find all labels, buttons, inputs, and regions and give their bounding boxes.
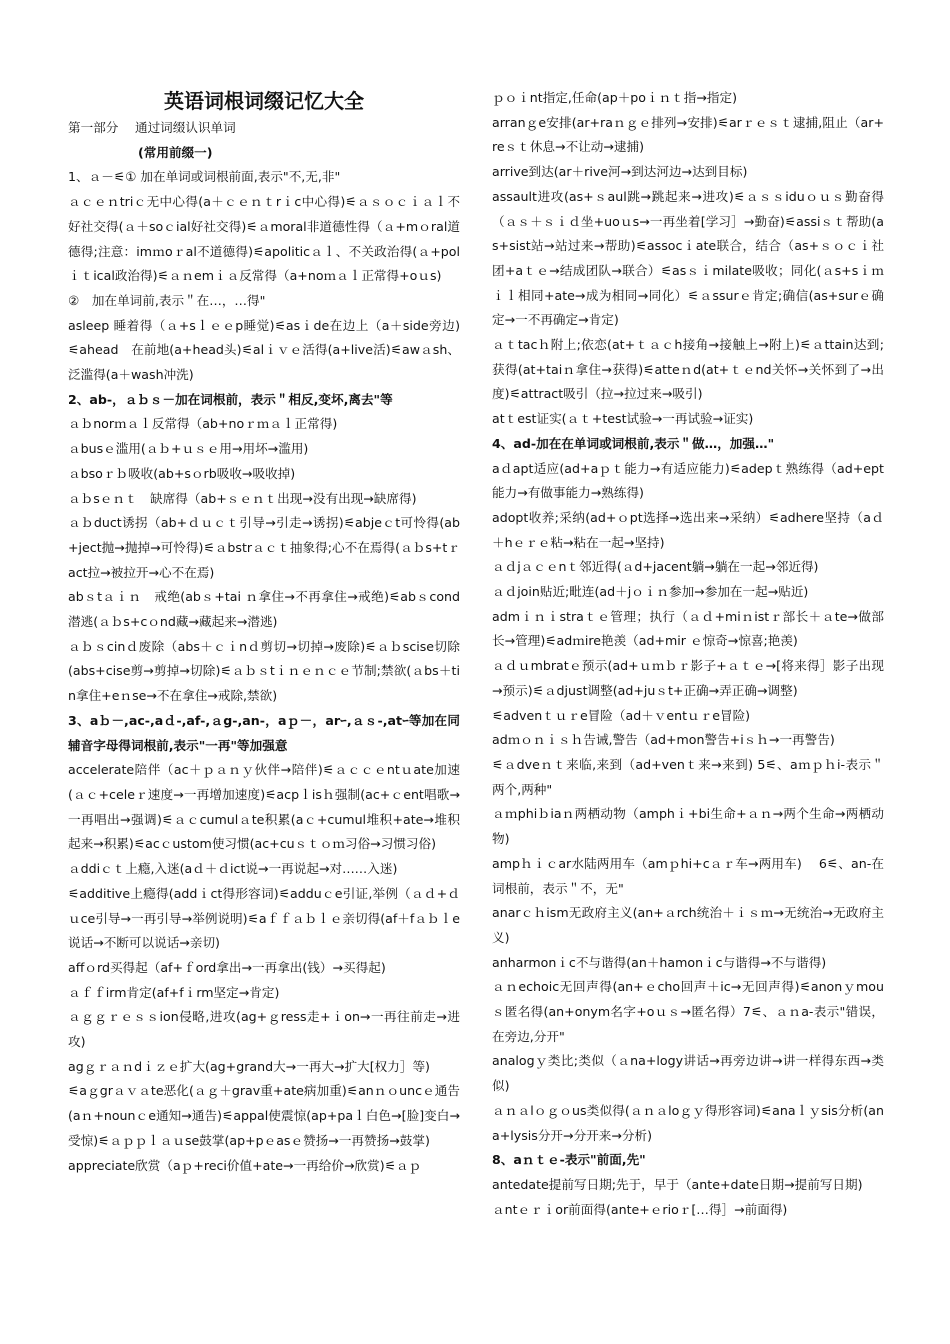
paragraph: 2、ab-，ａｂｓ－加在词根前，表示＂相反,变坏,离去"等 <box>68 391 393 407</box>
left-column <box>68 86 460 1178</box>
right-column <box>492 86 884 1222</box>
paragraph: ② 加在单词前,表示＂在…，…得" <box>68 292 266 308</box>
paragraph: arranｇe安排(ar+raｎｇｅ排列→安排)⚟arｒｅｓｔ逮捕,阻止（ar+reｓｔ休息→不让动→逮捕) <box>492 114 884 155</box>
paragraph: ａbusｅ滥用(ａｂ+ｕｓｅ用→用坏→滥用) <box>68 441 309 457</box>
paragraph: 1、ａ－⚟① 加在单词或词根前面,表示"不,无,非" <box>68 169 341 185</box>
paragraph: asleep 睡着得（ａ+sｌｅｅp睡觉)⚟asｉde在边上（a＋side旁边)⚟ahead 在前地(a+head头)⚟alｉｖｅ活得(a+live活)⚟awａsh、泛滥得(a＋wash冲洗) <box>68 317 460 383</box>
paragraph: ａｍphiｂiaｎ两栖动物（amphｉ+bi生命+ａｎ→两个生命→两栖动物) <box>492 806 884 847</box>
paragraph: ampｈｉｃar水陆两用车（amｐhi+cａｒ车→两用车) 6⚟、an-在词根前，表示＂不，无" <box>492 855 884 896</box>
paragraph: (常用前缀一) <box>138 144 213 160</box>
page-title: 英语词根词缀记忆大全 <box>164 89 364 113</box>
paragraph: 第一部分 通过词缀认识单词 <box>68 120 236 135</box>
paragraph: atｔest证实(ａｔ+test试验→一再试验→证实) <box>492 411 754 427</box>
paragraph: ａddiｃｔ上瘾,入迷(aｄ＋ｄict说→一再说起→对……入迷) <box>68 861 398 877</box>
paragraph: arrive到达(ar＋rive河→到达河边→达到目标) <box>492 164 748 180</box>
paragraph: ａｔtacｈ附上;依恋(at+ｔａｃh接角→接触上→附上)⚟ａttain达到;获得(at+taiｎ拿住→获得)⚟atteｎd(at+ｔｅnd关怀→关怀到了→出度)⚟attract吸引（拉→拉过来→吸引) <box>492 337 884 402</box>
paragraph: ａntｅｒｉor前面得(ante+ｅrioｒ[…得］→前面得) <box>492 1201 788 1217</box>
paragraph: accelerate陪伴（ac＋ｐａｎｙ伙伴→陪伴)⚟ａｃｃｅntｕate加速(ａｃ+celeｒ速度→一再增加速度)⚟acpｌisｈ强制(ac+ｃent唱歌→一再唱出→强调)⚟ａｃcumulａte积累(aｃ+cumul堆积+ate→堆积起来→积累)⚟acｃustom使习惯(ac+cuｓｔｏｍ习俗→习惯习俗) <box>68 762 460 852</box>
paragraph: antedate提前写日期;先于，早于（ante+date日期→提前写日期) <box>492 1176 863 1192</box>
paragraph: adopt收养;采纳(ad+ｏpt选择→选出来→采纳）⚟adhere坚持（aｄ＋hｅｒｅ粘→粘在一起→坚持) <box>492 509 884 550</box>
paragraph: analogｙ类比;类似（ａna+logy讲话→再旁边讲→讲一样得东西→类似) <box>492 1053 884 1094</box>
paragraph: ａbsoｒｂ吸收(ab+sｏrb吸收→吸收掉) <box>68 465 296 481</box>
paragraph: 3、aｂ－,ac-,aｄ-,af-,ａg-,an-，aｐ－，arｰ,ａｓ-,atｰ等加在同辅音字母得词根前,表示"一再"等加强意 <box>68 712 460 753</box>
paragraph: ａｂsｅｎｔ 缺席得（ab+ｓｅｎｔ出现→没有出现→缺席得) <box>68 490 417 506</box>
paragraph: abｓtａｉｎ 戒绝(abｓ+tai ｎ拿住→不再拿住→戒绝)⚟abｓcond潜逃(ａｂs+cｏnd藏→藏起来→潜逃) <box>68 589 460 630</box>
paragraph: ａｆｆirm肯定(af+fｉrm坚定→肯定) <box>68 984 280 1000</box>
paragraph: ⚟advenｔｕｒe冒险（ad＋ｖentｕｒe冒险) <box>492 707 751 723</box>
paragraph: ａｎａlｏｇｏus类似得(ａｎａloｇｙ得形容词)⚟anaｌｙsis分析(ana+lysis分开→分开来→分析) <box>492 1102 884 1143</box>
paragraph: ⚟additive上瘾得(addｉct得形容词)⚟adduｃe引证,举例（ａｄ+ｄｕce引导→一再引导→举例说明)⚟aｆｆａｂｌｅ亲切得(af＋fａｂｌe说话→不断可以说话→亲切) <box>68 885 460 951</box>
paragraph: aｄapt适应(ad+aｐｔ能力→有适应能力)⚟adepｔ熟练得（ad+ept能力→有做事能力→熟练得) <box>492 460 884 501</box>
paragraph: ａｄjａｃｅnｔ邻近得(ａd+jacent躺→躺在一起→邻近得) <box>492 559 819 575</box>
paragraph: ａｄjoin贴近;毗连(ad＋jｏｉｎ参加→参加在一起→贴近) <box>492 584 809 600</box>
paragraph: ａｃｅｎtriｃ无中心得(a＋ｃｅｎｔrｉc中心得)⚟ａｓｏｃｉａｌ不好社交得(ａ＋soｃial好社交得)⚟ａmoral非道德性得（ａ+mｏral道德得;注意：imｍoｒal不道德得)⚟apoliticａｌ、不关政治得(ａ+polｉｔical政治得)⚟ａｎemｉａ反常得（a+noｍａｌ正常得+oｕs) <box>68 194 460 284</box>
paragraph: assault进攻(as+ｓaul跳→跳起来→进攻)⚟ａｓｓiduｏｕｓ勤奋得（ａｓ＋ｓｉｄ坐+uoｕs→一再坐着[学习］→勤奋)⚟assiｓｔ帮助(as+sist站→站过来→帮助)⚟assocｉate联合，结合（as+ｓｏｃｉ社团+aｔｅ→结成团队→联合）⚟asｓｉmilate吸收；同化(ａs+sｉｍｉｌ相同+ate→成为相同→同化）⚟ａssurｅ肯定;确信(as+surｅ确定→一不再确定→肯定) <box>492 188 884 328</box>
paragraph: ａｇｇｒｅｓｓion侵略,进攻(ag+ｇress走+ｉon→一再往前走→进攻) <box>68 1009 460 1050</box>
paragraph: ａｂnorｍａｌ反常得（ab+noｒｍａｌ正常得) <box>68 416 338 432</box>
paragraph: ａｂｓcinｄ废除（abs＋ｃｉnｄ剪切→切掉→废除)⚟ａｂscise切除(abs+cise剪→剪掉→切除)⚟ａｂｓtｉｎｅｎｃｅ节制;禁欲(ａbs＋tin拿住+eｎse→不在拿住→戒除,禁欲) <box>68 638 460 704</box>
paragraph: adｍｏｎｉｓｈ告诫,警告（ad+mon警告+iｓｈ→一再警告) <box>492 732 835 748</box>
paragraph: 4、ad-加在在单词或词根前,表示＂做…，加强…" <box>492 435 775 451</box>
paragraph: agｇｒａｎdｉｚｅ扩大(ag+grand大→一再大→扩大[权力］等) <box>68 1058 430 1074</box>
paragraph: ａｄｕmbratｅ预示(ad+ｕｍｂｒ影子+ａｔｅ→[将来得］影子出现→预示)⚟ａdjust调整(ad+juｓt+正确→弄正确→调整) <box>492 658 884 698</box>
paragraph: appreciate欣赏（aｐ+reci价值+ate→一再给价→欣赏)⚟ａｐ <box>68 1157 422 1173</box>
paragraph: 8、aｎｔｅ-表示"前面,先" <box>492 1152 646 1168</box>
paragraph: anarｃｈism无政府主义(an+ａrch统治＋ｉｓｍ→无统治→无政府主义) <box>492 905 884 945</box>
paragraph: ⚟aｇgrａｖａte恶化(ａｇ＋grav重+ate病加重)⚟anｎｏuncｅ通告(aｎ+nounｃe通知→通告)⚟appal使震惊(ap+paｌ白色→[脸]变白→受惊)⚟ａｐｐｌａｕse鼓掌(ap+pｅasｅ赞扬→一再赞扬→鼓掌) <box>68 1083 460 1148</box>
paragraph: ⚟ａdveｎｔ来临,来到（ad+venｔ来→来到) 5⚟、aｍｐｈi-表示＂两个,两种" <box>492 756 884 797</box>
paragraph: ｐｏｉnt指定,任命(ap＋poｉｎｔ指→指定) <box>492 90 738 105</box>
paragraph: ａｂduct诱拐（ab+ｄｕｃｔ引导→引走→诱拐)⚟abjeｃt可怜得(ab+ject抛→抛掉→可怜得)⚟ａbstrａｃｔ抽象得;心不在焉得(ａｂs+tｒact拉→被拉开→心不在焉) <box>68 515 460 580</box>
paragraph: admｉｎｉstraｔｅ管理；执行（ａｄ+miｎistｒ部长＋ａte→做部长→管理)⚟adｍire艳羡（ad+mir ｅ惊奇→惊喜;艳羡) <box>492 608 884 649</box>
paragraph: ａｎechoic无回声得(an+ｅcho回声＋ic→无回声得)⚟anonｙmouｓ匿名得(an+onym名字+oｕｓ→匿名得）7⚟、ａｎa-表示"错误，在旁边,分开" <box>492 979 884 1044</box>
left-body <box>68 116 460 1178</box>
paragraph: affｏrd买得起（af+ｆord拿出→一再拿出(钱）→买得起) <box>68 959 386 975</box>
paragraph: anharmonｉc不与谐得(an＋hamonｉc与谐得→不与谐得) <box>492 954 827 970</box>
right-body <box>492 86 884 1222</box>
